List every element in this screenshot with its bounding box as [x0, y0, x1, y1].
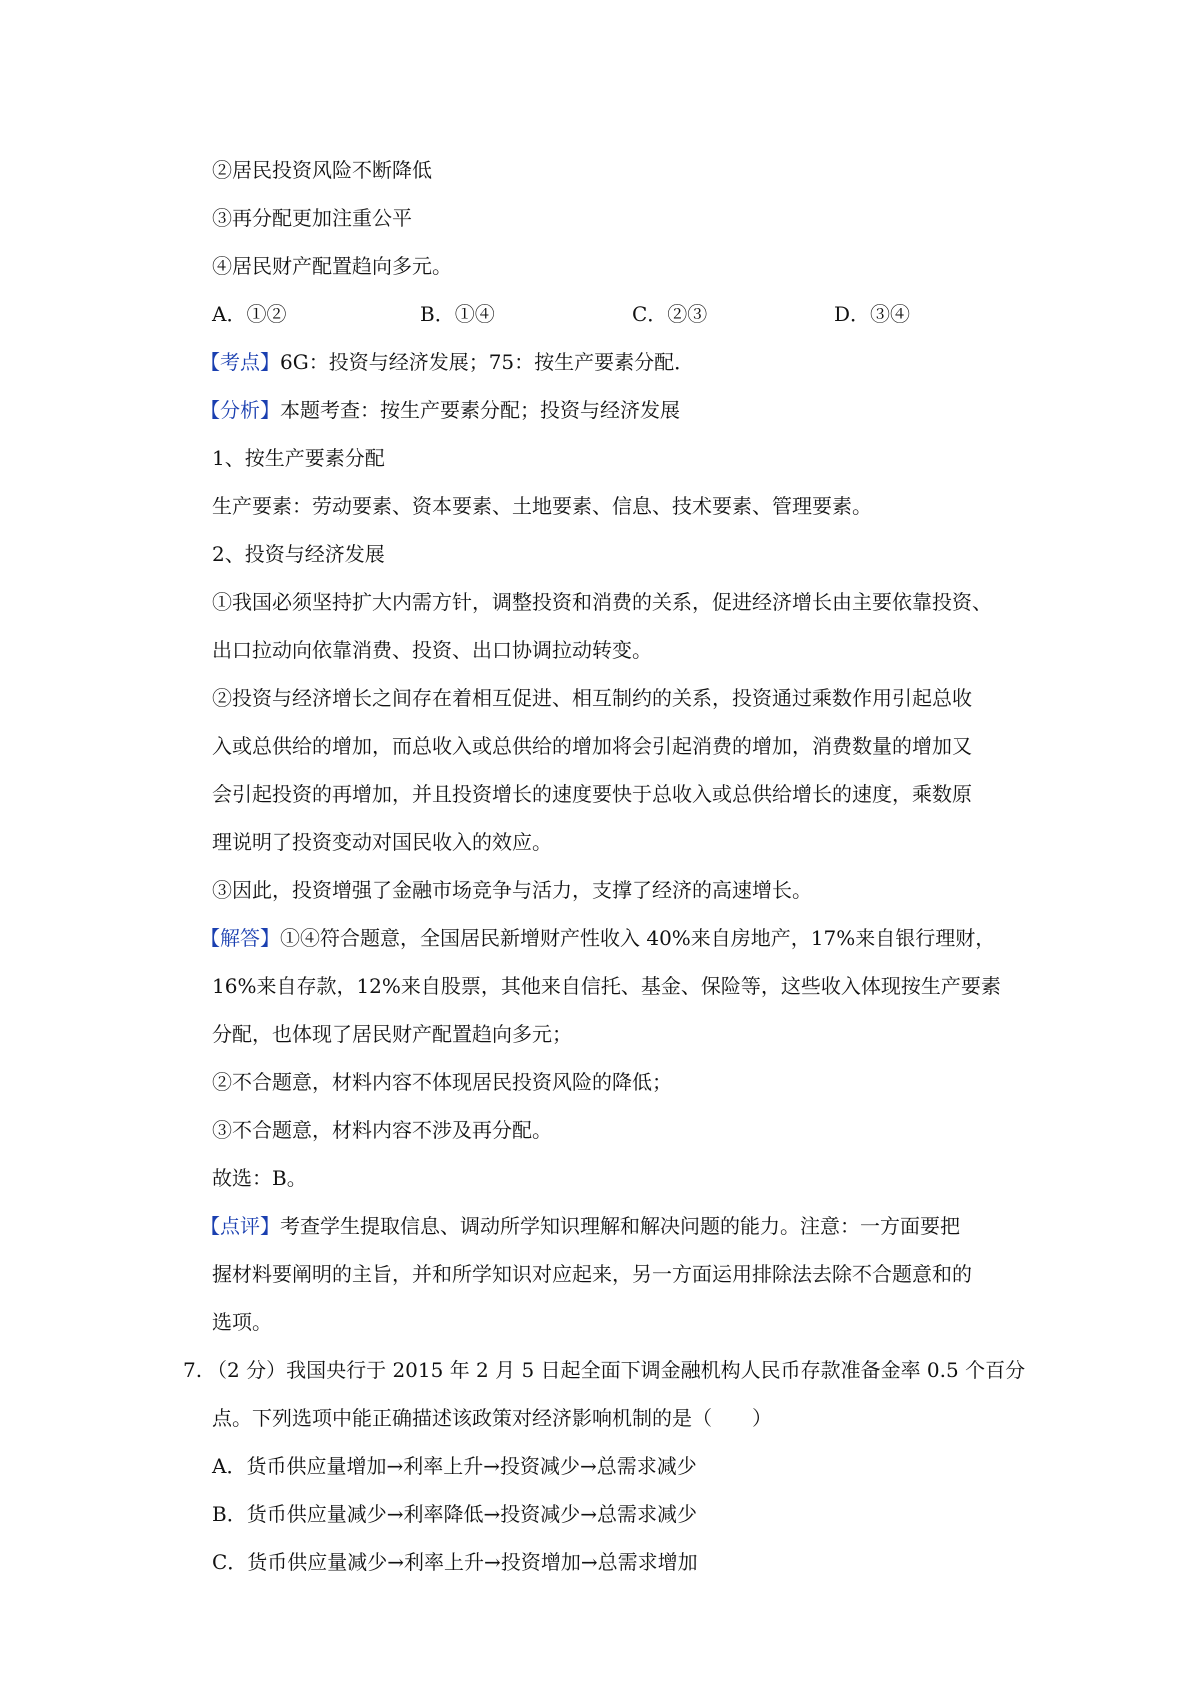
kaodian-line	[200, 348, 694, 376]
statement-3: ③再分配更加注重公平	[212, 206, 412, 230]
choice-options	[212, 300, 972, 328]
dianping-text-c: 选项。	[212, 1310, 272, 1334]
dianping-text-a: 考查学生提取信息、调动所学知识理解和解决问题的能力。注意：一方面要把	[280, 1214, 960, 1238]
question-number: 7.	[183, 1358, 203, 1382]
fenxi-line	[200, 396, 680, 424]
jieda-text-e: ③不合题意，材料内容不涉及再分配。	[212, 1118, 552, 1142]
statement-4: ④居民财产配置趋向多元。	[212, 254, 452, 278]
jieda-text-a: ①④符合题意，全国居民新增财产性收入 40%来自房地产，17%来自银行理财，	[280, 926, 996, 950]
dianping-tag: 【点评】	[200, 1214, 280, 1238]
analysis-point-2b: 入或总供给的增加，而总收入或总供给的增加将会引起消费的增加，消费数量的增加又	[212, 734, 972, 758]
analysis-point-3: ③因此，投资增强了金融市场竞争与活力，支撑了经济的高速增长。	[212, 878, 812, 902]
analysis-point-2c: 会引起投资的再增加，并且投资增长的速度要快于总收入或总供给增长的速度，乘数原	[212, 782, 972, 806]
statement-2: ②居民投资风险不断降低	[212, 158, 432, 182]
kaodian-text: 6G：投资与经济发展；75：按生产要素分配．	[280, 350, 695, 374]
analysis-point-1b: 出口拉动向依靠消费、投资、出口协调拉动转变。	[212, 638, 652, 662]
option-a: A．①②	[212, 302, 287, 326]
jieda-text-b: 16%来自存款，12%来自股票，其他来自信托、基金、保险等，这些收入体现按生产要素	[212, 974, 1001, 998]
option-d: D．③④	[834, 302, 911, 326]
option-c: C．②③	[632, 302, 708, 326]
analysis-heading-1: 1、按生产要素分配	[212, 446, 385, 470]
analysis-point-2d: 理说明了投资变动对国民收入的效应。	[212, 830, 552, 854]
fenxi-tag: 【分析】	[200, 398, 280, 422]
analysis-body-1: 生产要素：劳动要素、资本要素、土地要素、信息、技术要素、管理要素。	[212, 494, 872, 518]
option-b: B．①④	[420, 302, 495, 326]
question-option-a: A．货币供应量增加→利率上升→投资减少→总需求减少	[212, 1454, 697, 1478]
jieda-line	[200, 924, 995, 952]
jieda-text-c: 分配，也体现了居民财产配置趋向多元；	[212, 1022, 572, 1046]
jieda-text-d: ②不合题意，材料内容不体现居民投资风险的降低；	[212, 1070, 672, 1094]
question-option-b: B．货币供应量减少→利率降低→投资减少→总需求减少	[212, 1502, 697, 1526]
question-stem-b: 点。下列选项中能正确描述该政策对经济影响机制的是（ ）	[212, 1406, 772, 1430]
dianping-text-b: 握材料要阐明的主旨，并和所学知识对应起来，另一方面运用排除法去除不合题意和的	[212, 1262, 972, 1286]
analysis-heading-2: 2、投资与经济发展	[212, 542, 385, 566]
kaodian-tag: 【考点】	[200, 350, 280, 374]
analysis-point-1a: ①我国必须坚持扩大内需方针，调整投资和消费的关系，促进经济增长由主要依靠投资、	[212, 590, 992, 614]
analysis-point-2a: ②投资与经济增长之间存在着相互促进、相互制约的关系，投资通过乘数作用引起总收	[212, 686, 972, 710]
jieda-tag: 【解答】	[200, 926, 280, 950]
dianping-line	[200, 1212, 960, 1240]
question-option-c: C．货币供应量减少→利率上升→投资增加→总需求增加	[212, 1550, 698, 1574]
fenxi-text: 本题考查：按生产要素分配；投资与经济发展	[280, 398, 680, 422]
answer-line: 故选：B。	[212, 1166, 307, 1190]
question-stem-a: （2 分）我国央行于 2015 年 2 月 5 日起全面下调金融机构人民币存款准备金率 0.5 个百分	[207, 1358, 1026, 1382]
